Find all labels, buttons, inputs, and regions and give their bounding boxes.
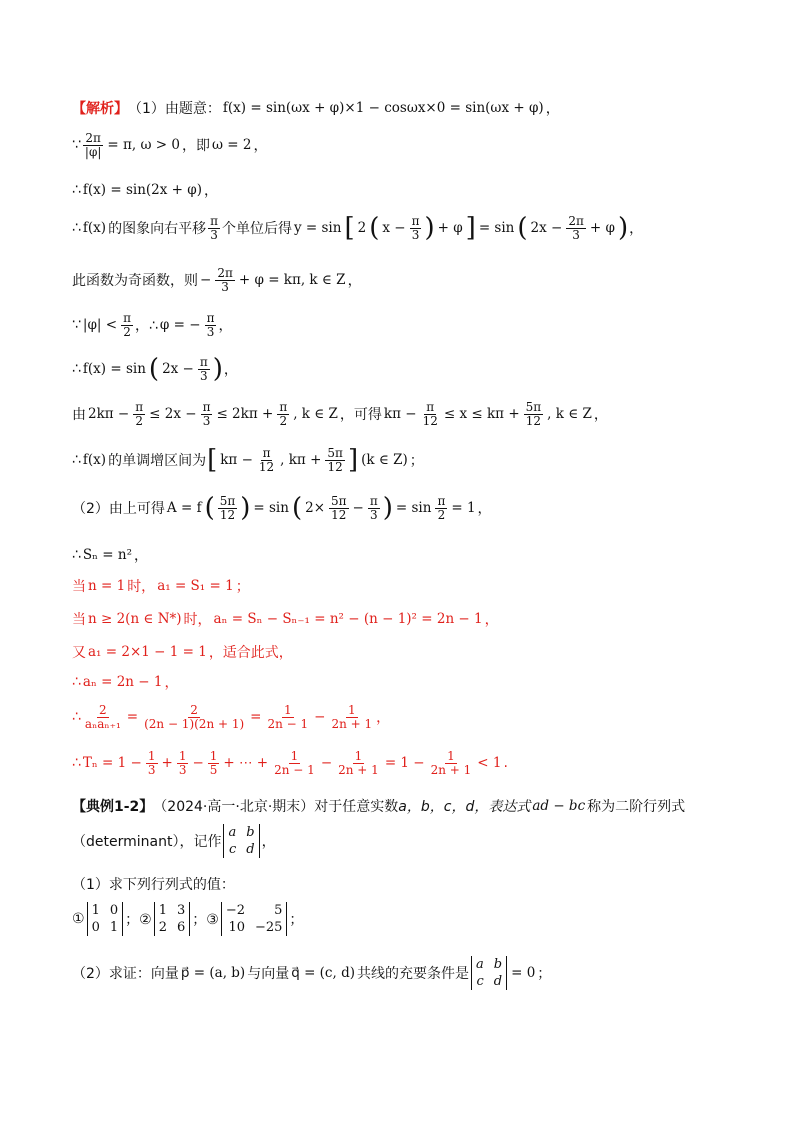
line-8 [72, 401, 608, 427]
formula: − [200, 272, 212, 289]
paren: ( [204, 493, 215, 524]
text: 个单位后得 [221, 221, 292, 238]
det-grid [88, 902, 123, 936]
formula: + φ = kπ, k ∈ Z [238, 272, 346, 289]
det-bar [506, 956, 507, 990]
denominator: 2n + 1 [331, 716, 373, 731]
punct: ， [545, 101, 560, 117]
text: 与向量 [247, 966, 290, 982]
denominator: 2n + 1 [430, 762, 472, 777]
det-grid [224, 824, 258, 858]
text: 时， [183, 612, 212, 628]
det-cell: 0 [109, 903, 119, 918]
text: a，b，c，d，表达式 [398, 799, 531, 815]
denominator: 3 [202, 413, 211, 428]
det-bar [189, 902, 190, 936]
line-12 [72, 576, 250, 596]
numerator: 1 [290, 749, 299, 763]
numerator: π [135, 400, 144, 414]
fraction [133, 401, 145, 427]
line-15 [72, 672, 178, 692]
det-cell: b [493, 957, 503, 972]
paren: ) [382, 493, 393, 524]
formula: p⃗ = (a, b) [180, 965, 246, 981]
text: （2024·高一·北京·期末）对于任意实数 [153, 799, 399, 815]
line-6 [72, 312, 232, 338]
fraction [215, 267, 235, 293]
determinant [87, 902, 124, 936]
line-19 [72, 824, 276, 858]
line-7 [72, 354, 238, 385]
text: 由 [72, 407, 86, 424]
formula: f(x) [82, 220, 107, 237]
paren: ( [291, 493, 303, 524]
formula: 2× [305, 500, 326, 517]
bracket: ] [465, 213, 476, 244]
formula: aₙ = 2n − 1 [82, 674, 163, 690]
fraction [421, 401, 440, 427]
punct: ； [289, 912, 304, 928]
det-cell: 2 [158, 920, 167, 935]
fraction [198, 356, 210, 382]
formula: f(x) = sin(ωx + φ)×1 − cosωx×0 = sin(ωx + φ) [222, 100, 544, 116]
det-cell: 1 [91, 903, 100, 918]
bracket: [ [344, 213, 355, 244]
line-2 [72, 132, 267, 158]
formula: = π, ω > 0 [107, 137, 180, 154]
text: ；③ [192, 912, 219, 928]
paren: ) [240, 493, 251, 524]
fraction [277, 401, 289, 427]
det-cell: d [246, 842, 255, 857]
denominator: 2 [279, 413, 288, 428]
formula: 2 [357, 220, 367, 237]
fraction [329, 495, 349, 521]
formula: = 1 − [384, 755, 425, 772]
paren: ) [617, 213, 629, 244]
denominator: 2n − 1 [274, 762, 315, 777]
line-4 [72, 213, 644, 244]
formula: φ = − [159, 317, 201, 334]
formula: = sin [253, 500, 289, 517]
fraction [257, 447, 276, 473]
formula: = [126, 709, 139, 726]
text: 当 [72, 612, 86, 628]
therefore-symbol: ∴ [72, 674, 81, 690]
formula: = [250, 709, 262, 726]
formula: x − [382, 220, 406, 237]
line-14 [72, 642, 293, 662]
bracket: ] [347, 445, 359, 476]
formula: = 1 [451, 500, 476, 517]
therefore-symbol: ∴ [72, 361, 81, 378]
denominator: 2n + 1 [338, 762, 379, 777]
denominator: 12 [327, 459, 343, 474]
punct: ， [223, 362, 238, 379]
formula: ω = 2 [211, 137, 252, 154]
fraction [325, 447, 345, 473]
formula: Sₙ = n² [82, 547, 133, 563]
because-symbol: ∵ [72, 137, 81, 154]
fraction [272, 750, 317, 776]
numerator: π [210, 214, 218, 228]
det-cell: 1 [109, 920, 119, 935]
denominator: 2 [437, 507, 446, 522]
numerator: π [206, 311, 215, 325]
det-bar [122, 902, 123, 936]
determinant [154, 902, 191, 936]
formula: − [192, 755, 204, 772]
fraction [329, 704, 374, 730]
denominator: 3 [147, 762, 156, 777]
formula: + ⋯ + [223, 755, 269, 772]
formula: ≤ 2x − [149, 406, 197, 423]
det-cell: 3 [176, 903, 186, 918]
det-cell: b [246, 825, 255, 840]
formula: , kπ + [280, 452, 322, 469]
fraction [177, 750, 189, 776]
denominator: aₙaₙ₊₁ [84, 716, 121, 731]
therefore-symbol: ∴ [72, 547, 81, 563]
fraction [218, 495, 238, 521]
denominator: 12 [331, 507, 347, 522]
formula: f(x) = sin(2x + φ) [82, 182, 202, 198]
line-21 [72, 902, 303, 936]
determinant [471, 956, 507, 990]
numerator: 2π [568, 214, 584, 228]
denominator: 3 [210, 227, 218, 242]
formula: = sin [395, 500, 432, 517]
therefore-symbol: ∴ [72, 452, 81, 469]
therefore-symbol: ∴ [72, 220, 81, 237]
numerator: 5π [327, 446, 343, 460]
line-9 [72, 445, 424, 476]
line-22 [72, 956, 551, 990]
punct: ， [253, 138, 268, 155]
paren: ) [212, 354, 223, 385]
line-20 [72, 874, 235, 894]
formula: f(x) = sin [82, 361, 146, 378]
formula: , k ∈ Z [547, 406, 592, 423]
det-bar [259, 824, 260, 858]
denominator: |φ| [84, 144, 102, 159]
fraction [410, 215, 422, 241]
denominator: 2 [123, 324, 131, 339]
fraction [205, 312, 217, 338]
fraction [208, 215, 220, 241]
numerator: π [437, 494, 446, 508]
denominator: 2n − 1 [267, 716, 309, 731]
denominator: (2n − 1)(2n + 1) [144, 716, 245, 731]
therefore-symbol: ∴ [72, 709, 81, 726]
punct: ， [134, 548, 149, 564]
fraction [142, 704, 246, 730]
denominator: 3 [200, 368, 208, 383]
text: （determinant），记作 [72, 834, 222, 850]
example-tag: 【典例1-2】 [72, 799, 154, 815]
text: 的图象向右平移 [108, 221, 207, 238]
punct: . [503, 755, 508, 772]
det-cell: c [476, 974, 484, 989]
numerator: π [369, 494, 378, 508]
numerator: 5π [525, 400, 542, 414]
det-cell: 0 [91, 920, 100, 935]
formula: = 0 [511, 965, 536, 981]
formula: Tₙ = 1 − [82, 755, 142, 772]
numerator: 1 [354, 749, 363, 763]
formula: q⃗ = (c, d) [291, 965, 355, 981]
text: ，即 [181, 138, 210, 155]
paren: ( [369, 213, 380, 244]
analysis-tag: 【解析】 [72, 101, 128, 117]
formula: 2kπ − [88, 406, 130, 423]
denominator: 12 [258, 459, 275, 474]
fraction [336, 750, 381, 776]
denominator: 2 [135, 413, 144, 428]
numerator: 2 [99, 703, 107, 717]
denominator: 3 [221, 279, 229, 294]
formula: kπ − [220, 452, 253, 469]
numerator: 1 [209, 749, 218, 763]
formula: n ≥ 2(n ∈ N*) [88, 611, 182, 627]
punct: ， [203, 183, 218, 199]
formula: ≤ x ≤ kπ + [443, 406, 520, 423]
numerator: π [411, 214, 420, 228]
det-cell: 6 [176, 920, 186, 935]
formula: 2x − [162, 361, 194, 378]
text: （2）由上可得 [72, 501, 165, 518]
paren: ) [424, 213, 435, 244]
det-cell: −2 [225, 903, 245, 918]
paren: ( [148, 354, 160, 385]
det-cell: 10 [228, 920, 245, 935]
determinant [221, 902, 288, 936]
fraction [429, 750, 474, 776]
punct: ， [593, 407, 608, 424]
det-grid [472, 956, 506, 990]
line-3 [72, 180, 218, 200]
numerator: 2 [190, 703, 198, 717]
line-18 [72, 796, 685, 816]
denominator: 5 [209, 762, 218, 777]
det-cell: 1 [158, 903, 167, 918]
det-cell: a [228, 825, 237, 840]
text: 此函数为奇函数，则 [72, 273, 198, 290]
fraction [524, 401, 544, 427]
denominator: 3 [178, 762, 187, 777]
fraction [121, 312, 133, 338]
formula: f(x) [82, 452, 107, 469]
formula: + φ [589, 220, 615, 237]
text: ；② [125, 912, 152, 928]
fraction [566, 215, 586, 241]
denominator: 3 [411, 227, 420, 242]
numerator: 1 [348, 703, 356, 717]
numerator: 1 [284, 703, 292, 717]
fraction [83, 704, 123, 730]
denominator: 3 [369, 507, 378, 522]
denominator: 12 [525, 413, 542, 428]
formula: + φ [437, 220, 463, 237]
formula: + [161, 755, 173, 772]
formula: A = f [166, 500, 202, 517]
denominator: 3 [572, 227, 580, 242]
text: 当 [72, 579, 86, 595]
determinant [223, 824, 259, 858]
formula: = sin [478, 220, 515, 237]
line-11 [72, 545, 148, 565]
punct: ； [235, 579, 250, 595]
paren: ( [517, 213, 528, 244]
formula: a₁ = 2×1 − 1 = 1 [88, 644, 207, 660]
numerator: π [199, 355, 208, 369]
punct: ， [347, 273, 362, 290]
numerator: 5π [331, 494, 347, 508]
numerator: 2π [217, 266, 233, 280]
therefore-symbol: ∴ [72, 755, 81, 772]
formula: − [352, 500, 364, 517]
denominator: 12 [422, 413, 438, 428]
fraction [83, 132, 104, 158]
formula: a₁ = S₁ = 1 [157, 578, 234, 594]
numerator: π [123, 311, 131, 325]
formula: 2x − [530, 220, 563, 237]
numerator: 1 [447, 749, 455, 763]
formula: |φ| < [82, 317, 118, 334]
numerator: 1 [147, 749, 156, 763]
fraction [201, 401, 213, 427]
formula: < 1 [477, 755, 502, 772]
punct: ， [164, 675, 179, 691]
because-symbol: ∵ [72, 317, 81, 334]
numerator: 1 [178, 749, 187, 763]
line-16 [72, 704, 390, 730]
text: （1）求下列行列式的值： [72, 877, 235, 893]
fraction [435, 495, 447, 521]
numerator: π [426, 400, 435, 414]
formula: aₙ = Sₙ − Sₙ₋₁ = n² − (n − 1)² = 2n − 1 [213, 611, 483, 627]
punct: ， [629, 221, 644, 238]
line-1 [72, 98, 560, 118]
text: （2）求证：向量 [72, 966, 179, 982]
det-cell: c [228, 842, 237, 857]
det-bar [286, 902, 287, 936]
fraction [146, 750, 158, 776]
numerator: π [262, 446, 271, 460]
formula: , k ∈ Z [293, 406, 338, 423]
punct: ； [409, 453, 424, 470]
det-grid [222, 902, 287, 936]
text: 共线的充要条件是 [357, 966, 469, 982]
punct: ， [477, 501, 492, 518]
formula: kπ − [383, 406, 417, 423]
text: 称为二阶行列式 [587, 799, 686, 815]
punct: ， [376, 710, 391, 727]
line-13 [72, 609, 499, 629]
numerator: 5π [219, 494, 236, 508]
det-cell: 5 [274, 903, 283, 918]
punct: ； [537, 966, 552, 982]
text: 的单调增区间为 [108, 453, 207, 470]
det-grid [155, 902, 190, 936]
line-10 [72, 493, 492, 524]
punct: ， [218, 318, 233, 335]
denominator: 3 [206, 324, 215, 339]
formula: y = sin [293, 220, 342, 237]
formula: ad − bc [532, 798, 586, 814]
formula: n = 1 [88, 578, 126, 594]
line-5 [72, 267, 362, 293]
punct: ， [261, 834, 276, 850]
det-cell: a [476, 957, 484, 972]
punct: ， [484, 612, 499, 628]
fraction [208, 750, 220, 776]
formula: − [314, 709, 326, 726]
formula: (k ∈ Z) [361, 452, 408, 469]
text: 又 [72, 645, 86, 661]
fraction [368, 495, 380, 521]
numerator: 2π [85, 131, 101, 145]
fraction [265, 704, 310, 730]
line-17 [72, 750, 508, 776]
text: ，可得 [339, 407, 382, 424]
denominator: 12 [219, 507, 236, 522]
text: ，∴ [134, 318, 158, 335]
numerator: π [202, 400, 211, 414]
circle-one: ① [72, 911, 85, 927]
numerator: π [279, 400, 288, 414]
det-cell: d [493, 974, 503, 989]
text: （1）由题意： [128, 101, 221, 117]
therefore-symbol: ∴ [72, 182, 81, 198]
formula: ≤ 2kπ + [216, 406, 274, 423]
text: 时， [127, 579, 156, 595]
det-cell: −25 [254, 920, 283, 935]
bracket: [ [207, 445, 218, 476]
text: ，适合此式， [208, 645, 293, 661]
formula: − [320, 755, 333, 772]
